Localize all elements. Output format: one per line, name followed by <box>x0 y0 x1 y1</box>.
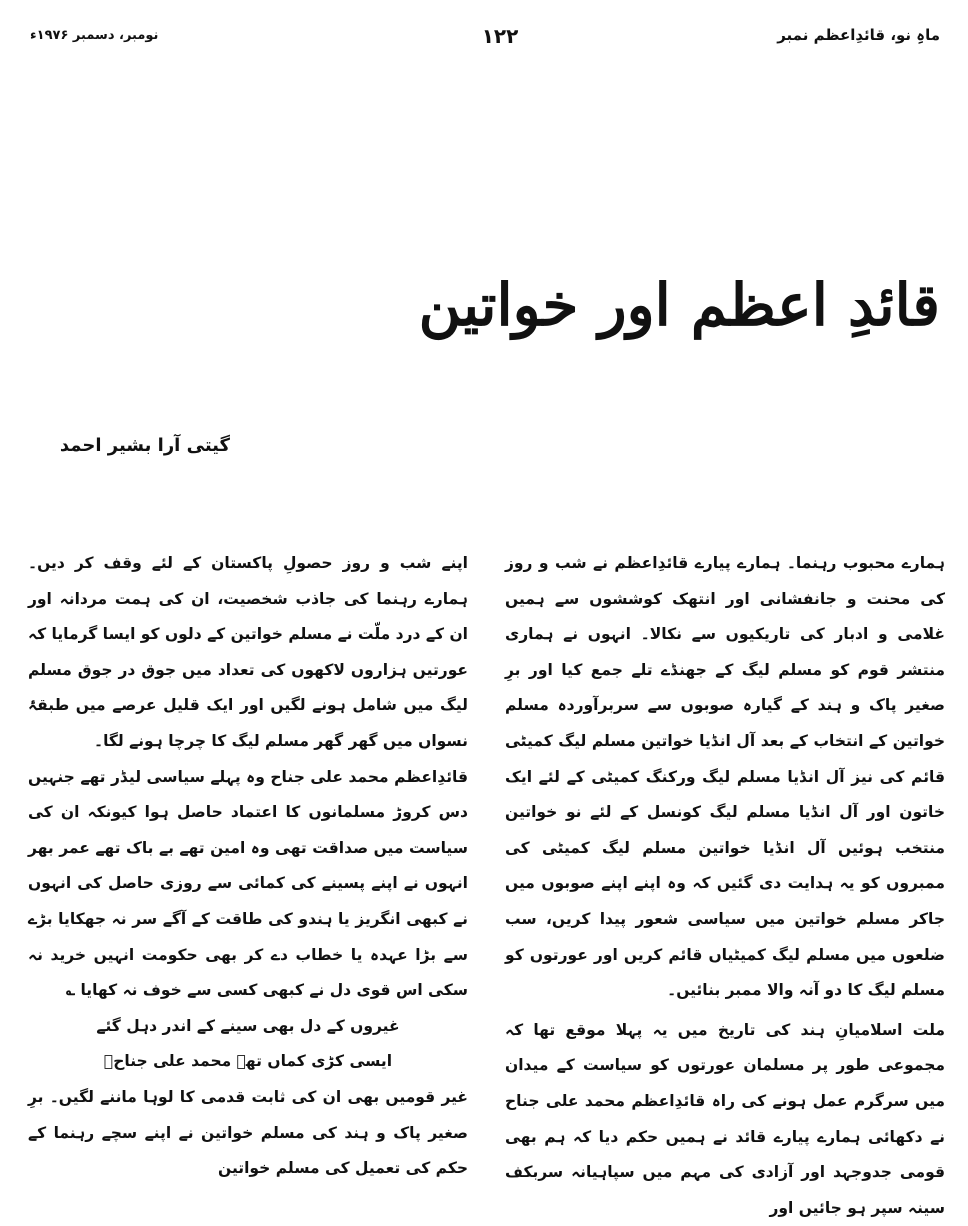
page-header <box>30 26 940 56</box>
verse-line: غیروں کے دل بھی سینے کے اندر دہل گئے <box>96 1016 400 1035</box>
journal-title: ماہِ نو، قائدِاعظم نمبر <box>777 26 940 44</box>
paragraph: ہمارے محبوب رہنما۔ ہمارے پیارے قائدِاعظم نے شب و روز کی محنت و جانفشانی اور انتھک کوششوں سے ہمیں غلامی و ادبار کی تاریکیوں سے نکالا۔ انہوں نے ہماری منتشر قوم کو مسلم لیگ کے جھنڈے تلے جمع کیا اور برِ صغیر پاک و ہند کے گیارہ صوبوں سے سربرآوردہ مسلم خواتین کے انتخاب کے بعد آل انڈیا خواتین مسلم لیگ کمیٹی قائم کی نیز آل انڈیا مسلم لیگ ورکنگ کمیٹی کے لئے ایک خاتون اور آل انڈیا مسلم لیگ کونسل کے لئے نو خواتین منتخب ہوئیں آل انڈیا خواتین مسلم لیگ کمیٹی کی ممبروں کو یہ ہدایت دی گئیں کہ وہ اپنے اپنے صوبوں میں جاکر مسلم خواتین میں سیاسی شعور پیدا کریں، سب ضلعوں میں مسلم لیگ کمیٹیاں قائم کریں اور عورتوں کو مسلم لیگ کا دو آنہ والا ممبر بنائیں۔ <box>505 554 945 1000</box>
article-author: گیتی آرا بشیر احمد <box>59 435 230 456</box>
article-title: قائدِ اعظم اور خواتین <box>418 271 940 339</box>
left-column <box>28 546 468 1176</box>
paragraph: غیر قومیں بھی ان کی ثابت قدمی کا لوہا ماننے لگیں۔ برِ صغیر پاک و ہند کی مسلم خواتین نے اپنے سچے رہنما کے حکم کی تعمیل کی مسلم خواتین <box>28 1087 468 1178</box>
page-number: ۱۲۲ <box>481 24 519 48</box>
paragraph: قائدِاعظم محمد علی جناح وہ پہلے سیاسی لیڈر تھے جنہیں دس کروڑ مسلمانوں کا اعتماد حاصل ہوا کیونکہ ان کی سیاست میں صداقت تھی وہ امین تھے بے باک تھے عمر بھر انہوں نے اپنے پسینے کی کمائی سے روزی حاصل کی انہوں نے کبھی انگریز یا ہندو کی طاقت کے آگے سر نہ جھکایا بڑے سے بڑا عہدہ یا خطاب دے کر بھی حکومت انہیں خرید نہ سکی اس قوی دل نے کبھی کسی سے خوف نہ کھایا ؎ <box>28 767 468 1000</box>
issue-date: نومبر، دسمبر ۱۹۷۶ء <box>30 28 159 43</box>
verse-line: ایسی کڑی کماں تھے محمد علی جناحؒ <box>103 1052 393 1071</box>
paragraph: ملت اسلامیانِ ہند کی تاریخ میں یہ پہلا موقع تھا کہ مجموعی طور پر مسلمان عورتوں کو سیاست کے میدان میں سرگرم عمل ہونے کی راہ قائدِاعظم محمد علی جناح نے دکھائی ہمارے پیارے قائد نے ہمیں حکم دیا کہ ہم بھی قومی جدوجہد اور آزادی کی مہم میں سپاہیانہ سربکف سینہ سپر ہو جائیں اور <box>505 1020 945 1217</box>
right-column <box>505 546 945 1217</box>
paragraph: اپنے شب و روز حصولِ پاکستان کے لئے وقف کر دیں۔ ہمارے رہنما کی جاذب شخصیت، ان کی ہمت مردانہ اور ان کے درد ملّت نے مسلم خواتین کے دلوں کو ایسا گرمایا کہ عورتیں ہزاروں لاکھوں کی تعداد میں جوق در جوق مسلم لیگ میں شامل ہونے لگیں اور ایک قلیل عرصے میں طبقۂ نسواں میں گھر گھر مسلم لیگ کا چرچا ہونے لگا۔ <box>28 554 468 750</box>
